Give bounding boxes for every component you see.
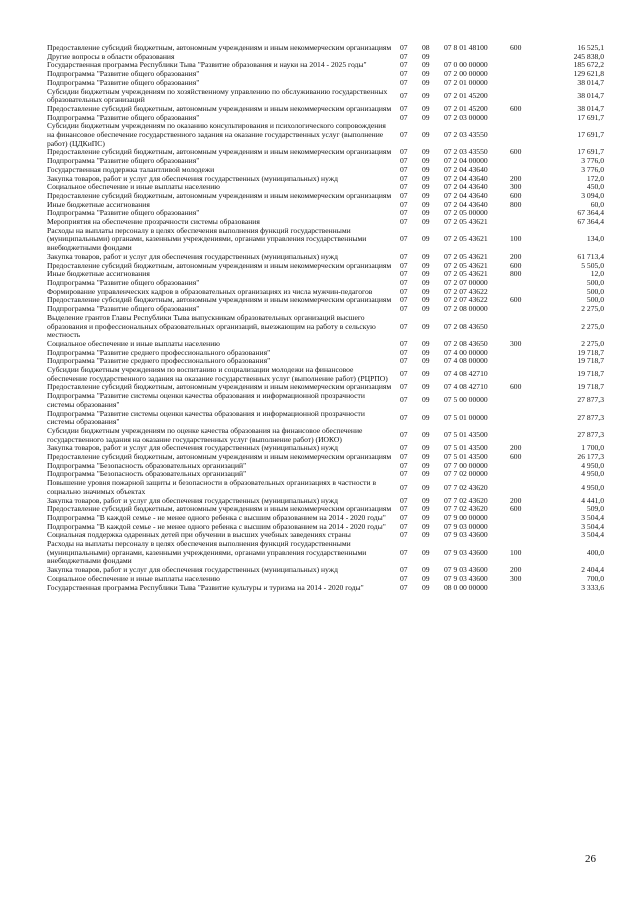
row-target-article: 07 2 01 45200 bbox=[444, 90, 488, 100]
row-section-code: 07 bbox=[400, 103, 408, 113]
row-target-article: 07 2 03 43550 bbox=[444, 147, 488, 157]
row-description: Предоставление субсидий бюджетным, автономным учреждениям и иным некоммерческим организациям bbox=[47, 382, 392, 392]
row-expense-type: 600 bbox=[510, 504, 522, 514]
row-subsection-code: 09 bbox=[422, 369, 430, 379]
row-description: Предоставление субсидий бюджетным, автономным учреждениям и иным некоммерческим организациям bbox=[47, 260, 392, 270]
row-amount: 19 718,7 bbox=[577, 347, 604, 357]
row-amount: 2 275,0 bbox=[581, 321, 604, 331]
row-target-article: 07 7 02 43620 bbox=[444, 504, 488, 514]
row-target-article: 07 2 05 43621 bbox=[444, 260, 488, 270]
row-description: Предоставление субсидий бюджетным, автономным учреждениям и иным некоммерческим организациям bbox=[47, 103, 392, 113]
row-expense-type: 200 bbox=[510, 173, 522, 183]
row-amount: 17 691,7 bbox=[577, 130, 604, 140]
row-target-article: 07 2 04 43640 bbox=[444, 190, 488, 200]
row-section-code: 07 bbox=[400, 295, 408, 305]
row-description: Закупка товаров, работ и услуг для обеспечения государственных (муниципальных) нужд bbox=[47, 173, 338, 183]
page-number: 26 bbox=[585, 853, 596, 865]
row-subsection-code: 09 bbox=[422, 103, 430, 113]
row-target-article: 07 5 01 43500 bbox=[444, 430, 488, 440]
row-section-code: 07 bbox=[400, 530, 408, 540]
row-amount: 400,0 bbox=[586, 547, 604, 557]
row-description: Мероприятия на обеспечение прозрачности системы образования bbox=[47, 217, 260, 227]
row-amount: 27 877,3 bbox=[577, 395, 604, 405]
row-subsection-code: 09 bbox=[422, 182, 430, 192]
row-section-code: 07 bbox=[400, 504, 408, 514]
row-target-article: 07 2 00 00000 bbox=[444, 69, 488, 79]
row-amount: 134,0 bbox=[586, 234, 604, 244]
row-subsection-code: 09 bbox=[422, 565, 430, 575]
row-amount: 67 364,4 bbox=[577, 217, 604, 227]
row-target-article: 07 9 03 43600 bbox=[444, 573, 488, 583]
row-section-code: 07 bbox=[400, 173, 408, 183]
row-target-article: 07 2 04 43640 bbox=[444, 164, 488, 174]
row-description: Выделение грантов Главы Республики Тыва выпускникам образовательных организаций высшего образования и профессиональных образовательных организаций, выезжающим на работу в сельскую местность bbox=[47, 312, 376, 340]
row-section-code: 07 bbox=[400, 412, 408, 422]
row-target-article: 07 2 03 00000 bbox=[444, 112, 488, 122]
row-description: Государственная поддержка талантливой молодежи bbox=[47, 164, 215, 174]
row-subsection-code: 09 bbox=[422, 190, 430, 200]
row-expense-type: 800 bbox=[510, 269, 522, 279]
row-subsection-code: 09 bbox=[422, 382, 430, 392]
row-section-code: 07 bbox=[400, 43, 408, 52]
row-amount: 2 275,0 bbox=[581, 304, 604, 314]
row-description: Повышение уровня пожарной защиты и безопасности в образовательных организациях в частности в социально значимых объектах bbox=[47, 478, 377, 496]
row-section-code: 07 bbox=[400, 430, 408, 440]
row-expense-type: 600 bbox=[510, 295, 522, 305]
row-section-code: 07 bbox=[400, 521, 408, 531]
row-target-article: 07 2 04 43640 bbox=[444, 182, 488, 192]
row-description: Иные бюджетные ассигнования bbox=[47, 269, 150, 279]
table-row bbox=[47, 122, 607, 148]
row-target-article: 07 4 00 00000 bbox=[444, 347, 488, 357]
row-subsection-code: 09 bbox=[422, 482, 430, 492]
row-expense-type: 800 bbox=[510, 199, 522, 209]
row-description: Закупка товаров, работ и услуг для обеспечения государственных (муниципальных) нужд bbox=[47, 251, 338, 261]
row-subsection-code: 09 bbox=[422, 495, 430, 505]
row-section-code: 07 bbox=[400, 51, 408, 61]
table-row bbox=[47, 392, 607, 409]
row-section-code: 07 bbox=[400, 443, 408, 453]
row-section-code: 07 bbox=[400, 112, 408, 122]
row-subsection-code: 09 bbox=[422, 51, 430, 61]
row-expense-type: 300 bbox=[510, 338, 522, 348]
row-target-article: 07 2 08 00000 bbox=[444, 304, 488, 314]
row-target-article: 07 2 04 00000 bbox=[444, 156, 488, 166]
row-amount: 67 364,4 bbox=[577, 208, 604, 218]
table-row bbox=[47, 584, 607, 593]
row-subsection-code: 09 bbox=[422, 164, 430, 174]
table-row bbox=[47, 227, 607, 253]
row-description: Предоставление субсидий бюджетным, автономным учреждениям и иным некоммерческим организациям bbox=[47, 504, 392, 514]
row-amount: 38 014,7 bbox=[577, 103, 604, 113]
table-row bbox=[47, 314, 607, 340]
row-expense-type: 600 bbox=[510, 452, 522, 462]
row-section-code: 07 bbox=[400, 260, 408, 270]
row-description: Иные бюджетные ассигнования bbox=[47, 199, 150, 209]
row-amount: 3 094,0 bbox=[581, 190, 604, 200]
table-row bbox=[47, 88, 607, 105]
row-description: Государственная программа Республики Тыва "Развитие культуры и туризма на 2014 - 2020 годы" bbox=[47, 582, 364, 592]
row-expense-type: 300 bbox=[510, 573, 522, 583]
row-description: Подпрограмма "Развитие общего образования" bbox=[47, 304, 200, 314]
row-amount: 2 404,4 bbox=[581, 565, 604, 575]
row-description: Закупка товаров, работ и услуг для обеспечения государственных (муниципальных) нужд bbox=[47, 495, 338, 505]
row-expense-type: 200 bbox=[510, 565, 522, 575]
row-target-article: 07 2 07 43622 bbox=[444, 286, 488, 296]
row-amount: 700,0 bbox=[586, 573, 604, 583]
row-subsection-code: 09 bbox=[422, 234, 430, 244]
row-target-article: 07 0 00 00000 bbox=[444, 60, 488, 70]
row-target-article: 08 0 00 00000 bbox=[444, 582, 488, 592]
row-expense-type: 600 bbox=[510, 190, 522, 200]
row-amount: 1 700,0 bbox=[581, 443, 604, 453]
row-section-code: 07 bbox=[400, 69, 408, 79]
row-amount: 3 504,4 bbox=[581, 530, 604, 540]
row-subsection-code: 09 bbox=[422, 395, 430, 405]
row-subsection-code: 09 bbox=[422, 77, 430, 87]
row-amount: 17 691,7 bbox=[577, 112, 604, 122]
row-target-article: 07 2 01 00000 bbox=[444, 77, 488, 87]
row-target-article: 07 2 08 43650 bbox=[444, 338, 488, 348]
row-target-article: 07 9 03 43600 bbox=[444, 530, 488, 540]
row-target-article: 07 2 04 43640 bbox=[444, 173, 488, 183]
row-subsection-code: 09 bbox=[422, 347, 430, 357]
row-expense-type: 600 bbox=[510, 147, 522, 157]
row-description: Предоставление субсидий бюджетным, автономным учреждениям и иным некоммерческим организациям bbox=[47, 452, 392, 462]
row-description: Другие вопросы в области образования bbox=[47, 51, 175, 61]
row-target-article: 07 2 05 43621 bbox=[444, 234, 488, 244]
row-description: Социальное обеспечение и иные выплаты населению bbox=[47, 182, 220, 192]
row-amount: 27 877,3 bbox=[577, 412, 604, 422]
row-subsection-code: 09 bbox=[422, 304, 430, 314]
row-section-code: 07 bbox=[400, 130, 408, 140]
row-description: Закупка товаров, работ и услуг для обеспечения государственных (муниципальных) нужд bbox=[47, 565, 338, 575]
row-section-code: 07 bbox=[400, 199, 408, 209]
row-section-code: 07 bbox=[400, 369, 408, 379]
row-expense-type: 600 bbox=[510, 43, 522, 52]
row-subsection-code: 09 bbox=[422, 338, 430, 348]
row-subsection-code: 09 bbox=[422, 199, 430, 209]
row-subsection-code: 09 bbox=[422, 452, 430, 462]
row-section-code: 07 bbox=[400, 190, 408, 200]
table-row bbox=[47, 540, 607, 566]
row-subsection-code: 09 bbox=[422, 130, 430, 140]
row-amount: 4 950,0 bbox=[581, 469, 604, 479]
row-description: Предоставление субсидий бюджетным, автономным учреждениям и иным некоммерческим организациям bbox=[47, 190, 392, 200]
row-subsection-code: 09 bbox=[422, 295, 430, 305]
row-section-code: 07 bbox=[400, 60, 408, 70]
row-target-article: 07 8 01 48100 bbox=[444, 43, 488, 52]
row-section-code: 07 bbox=[400, 217, 408, 227]
row-section-code: 07 bbox=[400, 573, 408, 583]
row-section-code: 07 bbox=[400, 512, 408, 522]
row-amount: 3 504,4 bbox=[581, 512, 604, 522]
table-row bbox=[47, 427, 607, 444]
row-amount: 60,0 bbox=[590, 199, 604, 209]
row-subsection-code: 09 bbox=[422, 286, 430, 296]
row-subsection-code: 09 bbox=[422, 430, 430, 440]
row-subsection-code: 09 bbox=[422, 69, 430, 79]
row-target-article: 07 7 02 43620 bbox=[444, 495, 488, 505]
row-description: Подпрограмма "В каждой семье - не менее одного ребенка с высшим образованием на 2014 - 2020 годы" bbox=[47, 521, 386, 531]
row-description: Субсидии бюджетным учреждениям по хозяйственному управлению по обслуживанию государственных образовательных организаций bbox=[47, 86, 388, 105]
row-amount: 245 838,0 bbox=[573, 51, 604, 61]
row-amount: 17 691,7 bbox=[577, 147, 604, 157]
row-subsection-code: 09 bbox=[422, 208, 430, 218]
row-subsection-code: 09 bbox=[422, 147, 430, 157]
row-section-code: 07 bbox=[400, 251, 408, 261]
row-subsection-code: 09 bbox=[422, 460, 430, 470]
row-description: Социальное обеспечение и иные выплаты населению bbox=[47, 338, 220, 348]
row-section-code: 07 bbox=[400, 338, 408, 348]
row-target-article: 07 9 03 43600 bbox=[444, 565, 488, 575]
row-description: Подпрограмма "Развитие системы оценки качества образования и информационной прозрачности системы образования" bbox=[47, 408, 365, 427]
row-amount: 500,0 bbox=[586, 277, 604, 287]
row-subsection-code: 09 bbox=[422, 356, 430, 366]
row-amount: 27 877,3 bbox=[577, 430, 604, 440]
row-description: Подпрограмма "Развитие среднего профессионального образования" bbox=[47, 356, 271, 366]
row-amount: 129 621,8 bbox=[573, 69, 604, 79]
row-description: Субсидии бюджетным учреждениям по воспитанию и социализации молодежи на финансовое обеспечение государственного задания на оказание государственных услуг (выполнение работ) (РЦРПО) bbox=[47, 365, 388, 383]
row-amount: 4 950,0 bbox=[581, 460, 604, 470]
row-subsection-code: 09 bbox=[422, 112, 430, 122]
row-description: Подпрограмма "В каждой семье - не менее одного ребенка с высшим образованием на 2014 - 2020 годы" bbox=[47, 512, 386, 522]
row-description: Государственная программа Республики Тыва "Развитие образования и науки на 2014 - 2025 годы" bbox=[47, 60, 367, 70]
row-subsection-code: 09 bbox=[422, 504, 430, 514]
row-description: Подпрограмма "Безопасность образовательных организаций" bbox=[47, 460, 247, 470]
row-section-code: 07 bbox=[400, 356, 408, 366]
row-subsection-code: 09 bbox=[422, 521, 430, 531]
row-subsection-code: 09 bbox=[422, 512, 430, 522]
row-amount: 185 672,2 bbox=[573, 60, 604, 70]
row-amount: 12,0 bbox=[590, 269, 604, 279]
row-amount: 5 505,0 bbox=[581, 260, 604, 270]
row-description: Предоставление субсидий бюджетным, автономным учреждениям и иным некоммерческим организациям bbox=[47, 43, 392, 52]
row-amount: 500,0 bbox=[586, 286, 604, 296]
row-description: Подпрограмма "Развитие системы оценки качества образования и информационной прозрачности системы образования" bbox=[47, 391, 365, 409]
row-section-code: 07 bbox=[400, 208, 408, 218]
row-subsection-code: 09 bbox=[422, 156, 430, 166]
row-amount: 2 275,0 bbox=[581, 338, 604, 348]
row-description: Социальная поддержка одаренных детей при обучении в высших учебных заведениях страны bbox=[47, 530, 351, 540]
row-subsection-code: 09 bbox=[422, 251, 430, 261]
row-section-code: 07 bbox=[400, 277, 408, 287]
row-expense-type: 200 bbox=[510, 251, 522, 261]
row-subsection-code: 09 bbox=[422, 90, 430, 100]
row-amount: 4 441,0 bbox=[581, 495, 604, 505]
row-expense-type: 600 bbox=[510, 382, 522, 392]
row-target-article: 07 4 08 42710 bbox=[444, 369, 488, 379]
row-section-code: 07 bbox=[400, 90, 408, 100]
row-section-code: 07 bbox=[400, 269, 408, 279]
row-subsection-code: 09 bbox=[422, 60, 430, 70]
row-target-article: 07 7 02 00000 bbox=[444, 469, 488, 479]
row-target-article: 07 2 04 43640 bbox=[444, 199, 488, 209]
row-section-code: 07 bbox=[400, 156, 408, 166]
row-expense-type: 200 bbox=[510, 443, 522, 453]
row-section-code: 07 bbox=[400, 321, 408, 331]
row-subsection-code: 08 bbox=[422, 43, 430, 52]
row-amount: 3 776,0 bbox=[581, 156, 604, 166]
row-target-article: 07 7 02 43620 bbox=[444, 482, 488, 492]
row-section-code: 07 bbox=[400, 147, 408, 157]
row-description: Подпрограмма "Развитие общего образования" bbox=[47, 277, 200, 287]
row-target-article: 07 2 01 45200 bbox=[444, 103, 488, 113]
row-section-code: 07 bbox=[400, 382, 408, 392]
row-target-article: 07 2 07 43622 bbox=[444, 295, 488, 305]
row-target-article: 07 5 01 43500 bbox=[444, 443, 488, 453]
row-target-article: 07 5 01 43500 bbox=[444, 452, 488, 462]
row-target-article: 07 7 00 00000 bbox=[444, 460, 488, 470]
row-section-code: 07 bbox=[400, 482, 408, 492]
row-description: Подпрограмма "Развитие общего образования" bbox=[47, 77, 200, 87]
row-amount: 509,0 bbox=[586, 504, 604, 514]
row-amount: 19 718,7 bbox=[577, 369, 604, 379]
row-target-article: 07 2 05 00000 bbox=[444, 208, 488, 218]
row-target-article: 07 2 03 43550 bbox=[444, 130, 488, 140]
row-target-article: 07 5 01 00000 bbox=[444, 412, 488, 422]
row-target-article: 07 2 07 00000 bbox=[444, 277, 488, 287]
row-section-code: 07 bbox=[400, 286, 408, 296]
row-description: Предоставление субсидий бюджетным, автономным учреждениям и иным некоммерческим организациям bbox=[47, 295, 392, 305]
row-section-code: 07 bbox=[400, 547, 408, 557]
row-subsection-code: 09 bbox=[422, 173, 430, 183]
row-amount: 16 525,1 bbox=[577, 43, 604, 52]
row-section-code: 07 bbox=[400, 460, 408, 470]
table-row bbox=[47, 479, 607, 496]
row-description: Расходы на выплаты персоналу в целях обеспечения выполнения функций государственными (муниципальными) органами, казенными учреждениями, органами управления государственными внебюджетными фондами bbox=[47, 539, 367, 566]
row-description: Закупка товаров, работ и услуг для обеспечения государственных (муниципальных) нужд bbox=[47, 443, 338, 453]
row-subsection-code: 09 bbox=[422, 582, 430, 592]
row-expense-type: 200 bbox=[510, 495, 522, 505]
row-section-code: 07 bbox=[400, 469, 408, 479]
row-amount: 3 333,6 bbox=[581, 582, 604, 592]
row-section-code: 07 bbox=[400, 495, 408, 505]
row-subsection-code: 09 bbox=[422, 321, 430, 331]
row-description: Подпрограмма "Развитие среднего профессионального образования" bbox=[47, 347, 271, 357]
row-target-article: 07 4 08 00000 bbox=[444, 356, 488, 366]
row-expense-type: 100 bbox=[510, 234, 522, 244]
row-description: Подпрограмма "Безопасность образовательных организаций" bbox=[47, 469, 247, 479]
row-section-code: 07 bbox=[400, 565, 408, 575]
row-amount: 172,0 bbox=[586, 173, 604, 183]
row-section-code: 07 bbox=[400, 164, 408, 174]
budget-table bbox=[47, 44, 607, 592]
row-target-article: 07 9 03 00000 bbox=[444, 521, 488, 531]
row-description: Подпрограмма "Развитие общего образования" bbox=[47, 208, 200, 218]
row-target-article: 07 2 08 43650 bbox=[444, 321, 488, 331]
row-amount: 38 014,7 bbox=[577, 90, 604, 100]
row-subsection-code: 09 bbox=[422, 573, 430, 583]
row-amount: 3 504,4 bbox=[581, 521, 604, 531]
row-amount: 26 177,3 bbox=[577, 452, 604, 462]
row-section-code: 07 bbox=[400, 182, 408, 192]
row-section-code: 07 bbox=[400, 395, 408, 405]
row-amount: 19 718,7 bbox=[577, 356, 604, 366]
row-target-article: 07 5 00 00000 bbox=[444, 395, 488, 405]
row-section-code: 07 bbox=[400, 77, 408, 87]
row-description: Подпрограмма "Развитие общего образования" bbox=[47, 112, 200, 122]
row-amount: 450,0 bbox=[586, 182, 604, 192]
row-amount: 38 014,7 bbox=[577, 77, 604, 87]
row-description: Расходы на выплаты персоналу в целях обеспечения выполнения функций государственными (муниципальными) органами, казенными учреждениями, органами управления государственными внебюджетными фондами bbox=[47, 225, 367, 253]
row-target-article: 07 4 08 42710 bbox=[444, 382, 488, 392]
row-subsection-code: 09 bbox=[422, 269, 430, 279]
row-subsection-code: 09 bbox=[422, 412, 430, 422]
table-row bbox=[47, 410, 607, 427]
row-description: Подпрограмма "Развитие общего образования" bbox=[47, 69, 200, 79]
row-target-article: 07 9 00 00000 bbox=[444, 512, 488, 522]
row-section-code: 07 bbox=[400, 304, 408, 314]
row-amount: 61 713,4 bbox=[577, 251, 604, 261]
row-amount: 19 718,7 bbox=[577, 382, 604, 392]
row-description: Субсидии бюджетным учреждениям по оценке качества образования на финансовое обеспечение государственного задания на оказание государственных услуг (выполнение работ) (ИОКО) bbox=[47, 425, 363, 444]
row-description: Формирование управленческих кадров в образовательных организациях из числа мужчин-педагогов bbox=[47, 286, 373, 296]
row-subsection-code: 09 bbox=[422, 260, 430, 270]
row-subsection-code: 09 bbox=[422, 277, 430, 287]
row-description: Субсидии бюджетным учреждениям по оказанию консультирования и психологического сопровождения на финансовое обеспечение государственного задания на оказание государственных услуг (выполнение работ) (ЦДКиПС) bbox=[47, 121, 386, 148]
row-expense-type: 300 bbox=[510, 182, 522, 192]
row-section-code: 07 bbox=[400, 582, 408, 592]
row-description: Предоставление субсидий бюджетным, автономным учреждениям и иным некоммерческим организациям bbox=[47, 147, 392, 157]
row-description: Социальное обеспечение и иные выплаты населению bbox=[47, 573, 220, 583]
row-subsection-code: 09 bbox=[422, 443, 430, 453]
row-subsection-code: 09 bbox=[422, 469, 430, 479]
row-section-code: 07 bbox=[400, 234, 408, 244]
row-amount: 3 776,0 bbox=[581, 164, 604, 174]
row-target-article: 07 2 05 43621 bbox=[444, 251, 488, 261]
row-subsection-code: 09 bbox=[422, 217, 430, 227]
row-section-code: 07 bbox=[400, 452, 408, 462]
row-amount: 500,0 bbox=[586, 295, 604, 305]
row-expense-type: 600 bbox=[510, 103, 522, 113]
row-subsection-code: 09 bbox=[422, 530, 430, 540]
row-section-code: 07 bbox=[400, 347, 408, 357]
row-description: Подпрограмма "Развитие общего образования" bbox=[47, 156, 200, 166]
row-amount: 4 950,0 bbox=[581, 482, 604, 492]
row-expense-type: 600 bbox=[510, 260, 522, 270]
row-target-article: 07 2 05 43621 bbox=[444, 217, 488, 227]
row-target-article: 07 2 05 43621 bbox=[444, 269, 488, 279]
row-target-article: 07 9 03 43600 bbox=[444, 547, 488, 557]
row-subsection-code: 09 bbox=[422, 547, 430, 557]
table-row bbox=[47, 366, 607, 383]
row-expense-type: 100 bbox=[510, 547, 522, 557]
